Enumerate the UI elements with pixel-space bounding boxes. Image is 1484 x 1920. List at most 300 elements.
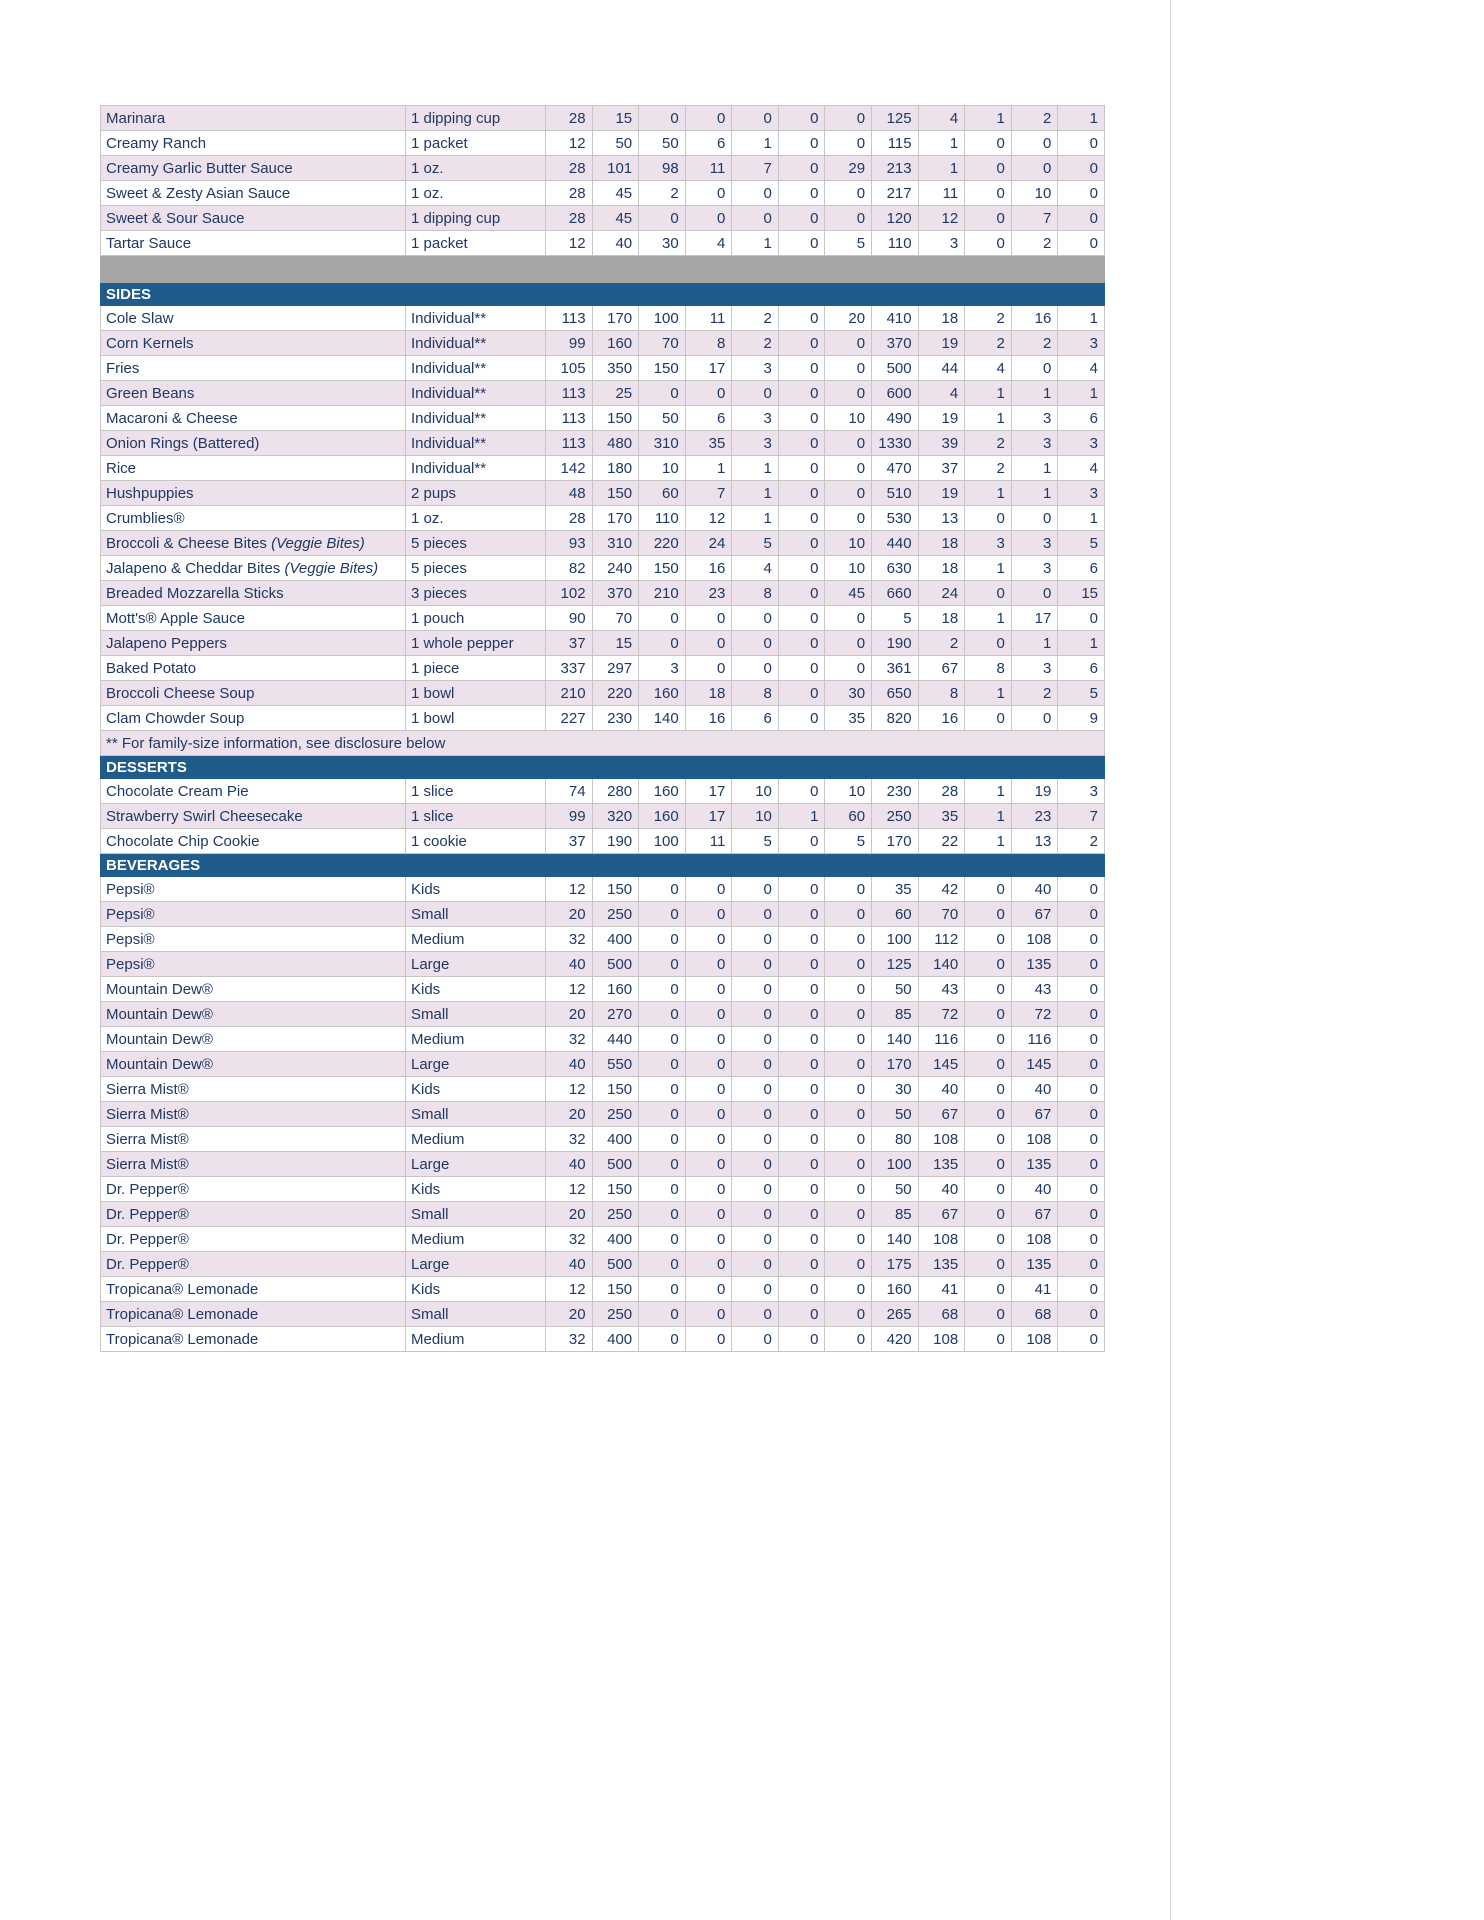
value-cell: 41 — [918, 1277, 965, 1302]
value-cell: 0 — [778, 681, 825, 706]
item-row — [101, 231, 1105, 256]
nutrition-table-body — [101, 106, 1105, 1352]
value-cell: 150 — [639, 556, 686, 581]
value-cell: 3 — [1011, 656, 1058, 681]
serving-size-cell: Small — [406, 1302, 546, 1327]
value-cell: 0 — [965, 1127, 1012, 1152]
value-cell: 150 — [592, 877, 639, 902]
value-cell: 50 — [872, 1102, 919, 1127]
item-name-cell: Mountain Dew® — [101, 1052, 406, 1077]
value-cell: 0 — [732, 106, 779, 131]
value-cell: 160 — [872, 1277, 919, 1302]
value-cell: 0 — [1058, 231, 1105, 256]
value-cell: 0 — [732, 1127, 779, 1152]
value-cell: 1 — [918, 131, 965, 156]
item-row — [101, 706, 1105, 731]
value-cell: 16 — [1011, 306, 1058, 331]
value-cell: 400 — [592, 1227, 639, 1252]
value-cell: 410 — [872, 306, 919, 331]
value-cell: 113 — [546, 431, 593, 456]
value-cell: 85 — [872, 1202, 919, 1227]
value-cell: 0 — [685, 1202, 732, 1227]
serving-size-cell: Large — [406, 1052, 546, 1077]
value-cell: 0 — [685, 927, 732, 952]
item-row — [101, 1027, 1105, 1052]
value-cell: 0 — [965, 1027, 1012, 1052]
value-cell: 0 — [685, 952, 732, 977]
value-cell: 23 — [1011, 804, 1058, 829]
value-cell: 0 — [825, 1052, 872, 1077]
value-cell: 0 — [965, 977, 1012, 1002]
value-cell: 0 — [639, 206, 686, 231]
item-name-cell: Mott's® Apple Sauce — [101, 606, 406, 631]
value-cell: 50 — [872, 1177, 919, 1202]
value-cell: 8 — [965, 656, 1012, 681]
value-cell: 142 — [546, 456, 593, 481]
item-row — [101, 779, 1105, 804]
value-cell: 40 — [546, 952, 593, 977]
value-cell: 0 — [778, 1177, 825, 1202]
value-cell: 0 — [639, 1127, 686, 1152]
value-cell: 3 — [1058, 331, 1105, 356]
value-cell: 0 — [685, 656, 732, 681]
value-cell: 0 — [1011, 581, 1058, 606]
item-row — [101, 206, 1105, 231]
value-cell: 1 — [1058, 381, 1105, 406]
value-cell: 0 — [639, 1302, 686, 1327]
value-cell: 100 — [639, 829, 686, 854]
value-cell: 17 — [685, 356, 732, 381]
value-cell: 32 — [546, 1027, 593, 1052]
value-cell: 5 — [825, 231, 872, 256]
item-name-cell: Creamy Garlic Butter Sauce — [101, 156, 406, 181]
value-cell: 1 — [965, 406, 1012, 431]
value-cell: 3 — [639, 656, 686, 681]
item-row — [101, 952, 1105, 977]
value-cell: 4 — [1058, 356, 1105, 381]
value-cell: 12 — [546, 131, 593, 156]
item-row — [101, 481, 1105, 506]
value-cell: 30 — [639, 231, 686, 256]
value-cell: 230 — [872, 779, 919, 804]
value-cell: 280 — [592, 779, 639, 804]
value-cell: 4 — [918, 106, 965, 131]
value-cell: 37 — [546, 631, 593, 656]
value-cell: 108 — [918, 1327, 965, 1352]
serving-size-cell: 1 bowl — [406, 706, 546, 731]
value-cell: 600 — [872, 381, 919, 406]
value-cell: 0 — [778, 481, 825, 506]
value-cell: 40 — [1011, 1177, 1058, 1202]
value-cell: 0 — [639, 1152, 686, 1177]
value-cell: 108 — [1011, 1327, 1058, 1352]
value-cell: 13 — [918, 506, 965, 531]
value-cell: 105 — [546, 356, 593, 381]
value-cell: 0 — [965, 131, 1012, 156]
value-cell: 0 — [778, 1127, 825, 1152]
value-cell: 7 — [1011, 206, 1058, 231]
value-cell: 0 — [639, 1027, 686, 1052]
value-cell: 220 — [639, 531, 686, 556]
serving-size-cell: 3 pieces — [406, 581, 546, 606]
value-cell: 170 — [592, 306, 639, 331]
value-cell: 0 — [778, 1002, 825, 1027]
value-cell: 250 — [592, 902, 639, 927]
value-cell: 0 — [685, 1027, 732, 1052]
serving-size-cell: Large — [406, 1152, 546, 1177]
value-cell: 265 — [872, 1302, 919, 1327]
value-cell: 30 — [825, 681, 872, 706]
value-cell: 310 — [592, 531, 639, 556]
value-cell: 0 — [1058, 156, 1105, 181]
value-cell: 135 — [1011, 1152, 1058, 1177]
value-cell: 1 — [965, 381, 1012, 406]
serving-size-cell: Small — [406, 1202, 546, 1227]
value-cell: 2 — [965, 306, 1012, 331]
value-cell: 1 — [732, 231, 779, 256]
serving-size-cell: 1 oz. — [406, 181, 546, 206]
value-cell: 0 — [778, 156, 825, 181]
value-cell: 16 — [685, 706, 732, 731]
value-cell: 72 — [1011, 1002, 1058, 1027]
value-cell: 0 — [778, 1227, 825, 1252]
item-row — [101, 829, 1105, 854]
value-cell: 15 — [592, 106, 639, 131]
item-name-cell: Broccoli & Cheese Bites (Veggie Bites) — [101, 531, 406, 556]
value-cell: 44 — [918, 356, 965, 381]
note-row — [101, 731, 1105, 756]
value-cell: 370 — [592, 581, 639, 606]
serving-size-cell: Individual** — [406, 406, 546, 431]
serving-size-cell: 1 packet — [406, 231, 546, 256]
value-cell: 10 — [732, 779, 779, 804]
value-cell: 490 — [872, 406, 919, 431]
value-cell: 320 — [592, 804, 639, 829]
value-cell: 440 — [872, 531, 919, 556]
item-name-cell: Rice — [101, 456, 406, 481]
value-cell: 2 — [918, 631, 965, 656]
item-name-cell: Clam Chowder Soup — [101, 706, 406, 731]
value-cell: 0 — [825, 381, 872, 406]
value-cell: 170 — [872, 829, 919, 854]
serving-size-cell: 1 bowl — [406, 681, 546, 706]
value-cell: 0 — [778, 431, 825, 456]
value-cell: 0 — [965, 706, 1012, 731]
value-cell: 0 — [825, 1102, 872, 1127]
value-cell: 6 — [1058, 656, 1105, 681]
value-cell: 35 — [918, 804, 965, 829]
item-name-cell: Crumblies® — [101, 506, 406, 531]
value-cell: 0 — [778, 1252, 825, 1277]
value-cell: 50 — [639, 131, 686, 156]
value-cell: 0 — [778, 531, 825, 556]
value-cell: 99 — [546, 331, 593, 356]
value-cell: 420 — [872, 1327, 919, 1352]
value-cell: 12 — [546, 877, 593, 902]
serving-size-cell: 1 slice — [406, 779, 546, 804]
value-cell: 250 — [592, 1202, 639, 1227]
value-cell: 37 — [918, 456, 965, 481]
value-cell: 361 — [872, 656, 919, 681]
value-cell: 0 — [778, 829, 825, 854]
item-row — [101, 877, 1105, 902]
value-cell: 0 — [732, 206, 779, 231]
serving-size-cell: Medium — [406, 1027, 546, 1052]
value-cell: 150 — [592, 1177, 639, 1202]
value-cell: 1 — [965, 556, 1012, 581]
value-cell: 4 — [965, 356, 1012, 381]
value-cell: 0 — [1058, 977, 1105, 1002]
value-cell: 24 — [685, 531, 732, 556]
value-cell: 0 — [732, 631, 779, 656]
value-cell: 22 — [918, 829, 965, 854]
value-cell: 0 — [639, 952, 686, 977]
value-cell: 2 — [639, 181, 686, 206]
item-row — [101, 331, 1105, 356]
value-cell: 1 — [1058, 306, 1105, 331]
value-cell: 0 — [639, 877, 686, 902]
item-row — [101, 181, 1105, 206]
value-cell: 0 — [639, 1252, 686, 1277]
value-cell: 0 — [965, 231, 1012, 256]
value-cell: 0 — [732, 1227, 779, 1252]
value-cell: 19 — [1011, 779, 1058, 804]
value-cell: 67 — [1011, 1102, 1058, 1127]
value-cell: 0 — [1058, 1327, 1105, 1352]
value-cell: 2 — [965, 456, 1012, 481]
nutrition-table — [100, 105, 1105, 1352]
value-cell: 160 — [639, 804, 686, 829]
serving-size-cell: 1 slice — [406, 804, 546, 829]
value-cell: 0 — [825, 606, 872, 631]
item-row — [101, 406, 1105, 431]
value-cell: 500 — [872, 356, 919, 381]
value-cell: 0 — [732, 1327, 779, 1352]
value-cell: 1 — [1011, 631, 1058, 656]
value-cell: 0 — [825, 877, 872, 902]
value-cell: 40 — [1011, 877, 1058, 902]
value-cell: 10 — [825, 556, 872, 581]
value-cell: 18 — [685, 681, 732, 706]
value-cell: 0 — [639, 1052, 686, 1077]
value-cell: 40 — [592, 231, 639, 256]
value-cell: 101 — [592, 156, 639, 181]
value-cell: 1 — [965, 681, 1012, 706]
item-row — [101, 631, 1105, 656]
value-cell: 113 — [546, 406, 593, 431]
value-cell: 0 — [965, 1252, 1012, 1277]
value-cell: 370 — [872, 331, 919, 356]
value-cell: 0 — [778, 381, 825, 406]
value-cell: 0 — [732, 977, 779, 1002]
value-cell: 0 — [732, 902, 779, 927]
value-cell: 18 — [918, 531, 965, 556]
value-cell: 550 — [592, 1052, 639, 1077]
value-cell: 3 — [732, 431, 779, 456]
family-size-note: ** For family-size information, see disclosure below — [101, 731, 1105, 756]
item-row — [101, 606, 1105, 631]
item-row — [101, 131, 1105, 156]
value-cell: 3 — [1058, 779, 1105, 804]
value-cell: 60 — [825, 804, 872, 829]
value-cell: 72 — [918, 1002, 965, 1027]
value-cell: 650 — [872, 681, 919, 706]
value-cell: 6 — [732, 706, 779, 731]
value-cell: 0 — [685, 106, 732, 131]
value-cell: 15 — [592, 631, 639, 656]
value-cell: 150 — [639, 356, 686, 381]
value-cell: 1 — [1058, 506, 1105, 531]
value-cell: 0 — [778, 1202, 825, 1227]
value-cell: 67 — [1011, 1202, 1058, 1227]
section-header-desserts: DESSERTS — [101, 756, 1105, 779]
item-row — [101, 1177, 1105, 1202]
value-cell: 0 — [825, 331, 872, 356]
value-cell: 0 — [685, 1252, 732, 1277]
value-cell: 0 — [778, 306, 825, 331]
value-cell: 2 — [1011, 681, 1058, 706]
value-cell: 0 — [639, 902, 686, 927]
spacer-cell — [101, 256, 1105, 283]
value-cell: 297 — [592, 656, 639, 681]
value-cell: 0 — [732, 1027, 779, 1052]
value-cell: 180 — [592, 456, 639, 481]
value-cell: 60 — [639, 481, 686, 506]
value-cell: 45 — [592, 206, 639, 231]
value-cell: 0 — [965, 1302, 1012, 1327]
value-cell: 70 — [639, 331, 686, 356]
value-cell: 0 — [965, 156, 1012, 181]
item-row — [101, 156, 1105, 181]
serving-size-cell: 1 dipping cup — [406, 206, 546, 231]
value-cell: 0 — [778, 1327, 825, 1352]
item-row — [101, 106, 1105, 131]
value-cell: 28 — [546, 156, 593, 181]
value-cell: 660 — [872, 581, 919, 606]
item-name-cell: Pepsi® — [101, 927, 406, 952]
value-cell: 5 — [732, 829, 779, 854]
value-cell: 0 — [965, 1202, 1012, 1227]
value-cell: 0 — [965, 181, 1012, 206]
value-cell: 20 — [546, 1002, 593, 1027]
value-cell: 5 — [1058, 531, 1105, 556]
value-cell: 108 — [1011, 927, 1058, 952]
value-cell: 82 — [546, 556, 593, 581]
value-cell: 0 — [778, 952, 825, 977]
value-cell: 0 — [1058, 1177, 1105, 1202]
item-row — [101, 1302, 1105, 1327]
value-cell: 0 — [1058, 1252, 1105, 1277]
serving-size-cell: 1 packet — [406, 131, 546, 156]
value-cell: 80 — [872, 1127, 919, 1152]
item-name-cell: Baked Potato — [101, 656, 406, 681]
value-cell: 35 — [872, 877, 919, 902]
value-cell: 2 — [732, 306, 779, 331]
value-cell: 3 — [1058, 431, 1105, 456]
value-cell: 9 — [1058, 706, 1105, 731]
item-name-cell: Pepsi® — [101, 902, 406, 927]
serving-size-cell: 1 piece — [406, 656, 546, 681]
item-name-cell: Breaded Mozzarella Sticks — [101, 581, 406, 606]
value-cell: 150 — [592, 481, 639, 506]
item-row — [101, 1052, 1105, 1077]
value-cell: 1 — [1058, 631, 1105, 656]
value-cell: 16 — [685, 556, 732, 581]
value-cell: 2 — [1058, 829, 1105, 854]
value-cell: 0 — [732, 656, 779, 681]
value-cell: 17 — [1011, 606, 1058, 631]
value-cell: 116 — [918, 1027, 965, 1052]
value-cell: 145 — [1011, 1052, 1058, 1077]
value-cell: 0 — [1011, 356, 1058, 381]
value-cell: 20 — [546, 902, 593, 927]
value-cell: 0 — [825, 1202, 872, 1227]
value-cell: 10 — [825, 406, 872, 431]
value-cell: 0 — [825, 1002, 872, 1027]
value-cell: 3 — [1011, 531, 1058, 556]
value-cell: 0 — [685, 1102, 732, 1127]
value-cell: 1 — [732, 456, 779, 481]
item-name-cell: Mountain Dew® — [101, 1002, 406, 1027]
value-cell: 310 — [639, 431, 686, 456]
value-cell: 1 — [965, 106, 1012, 131]
value-cell: 67 — [918, 656, 965, 681]
value-cell: 0 — [825, 456, 872, 481]
serving-size-cell: 1 oz. — [406, 506, 546, 531]
value-cell: 8 — [732, 581, 779, 606]
value-cell: 0 — [778, 706, 825, 731]
value-cell: 28 — [546, 106, 593, 131]
value-cell: 630 — [872, 556, 919, 581]
value-cell: 17 — [685, 779, 732, 804]
value-cell: 5 — [732, 531, 779, 556]
value-cell: 19 — [918, 406, 965, 431]
value-cell: 0 — [685, 1302, 732, 1327]
value-cell: 32 — [546, 1127, 593, 1152]
value-cell: 10 — [825, 779, 872, 804]
value-cell: 0 — [778, 902, 825, 927]
value-cell: 20 — [546, 1202, 593, 1227]
value-cell: 99 — [546, 804, 593, 829]
value-cell: 0 — [965, 581, 1012, 606]
value-cell: 0 — [1058, 606, 1105, 631]
value-cell: 18 — [918, 606, 965, 631]
value-cell: 0 — [1058, 877, 1105, 902]
value-cell: 0 — [732, 1302, 779, 1327]
value-cell: 0 — [965, 1102, 1012, 1127]
value-cell: 43 — [918, 977, 965, 1002]
value-cell: 12 — [546, 1177, 593, 1202]
value-cell: 1 — [1058, 106, 1105, 131]
value-cell: 1 — [778, 804, 825, 829]
item-name-cell: Green Beans — [101, 381, 406, 406]
item-row — [101, 1227, 1105, 1252]
page-edge-line — [1170, 0, 1171, 1920]
value-cell: 108 — [918, 1227, 965, 1252]
value-cell: 20 — [546, 1302, 593, 1327]
value-cell: 112 — [918, 927, 965, 952]
value-cell: 0 — [825, 656, 872, 681]
value-cell: 0 — [778, 181, 825, 206]
item-row — [101, 1127, 1105, 1152]
value-cell: 227 — [546, 706, 593, 731]
value-cell: 0 — [965, 1002, 1012, 1027]
value-cell: 3 — [918, 231, 965, 256]
value-cell: 500 — [592, 1252, 639, 1277]
item-row — [101, 902, 1105, 927]
value-cell: 39 — [918, 431, 965, 456]
value-cell: 0 — [639, 1102, 686, 1127]
